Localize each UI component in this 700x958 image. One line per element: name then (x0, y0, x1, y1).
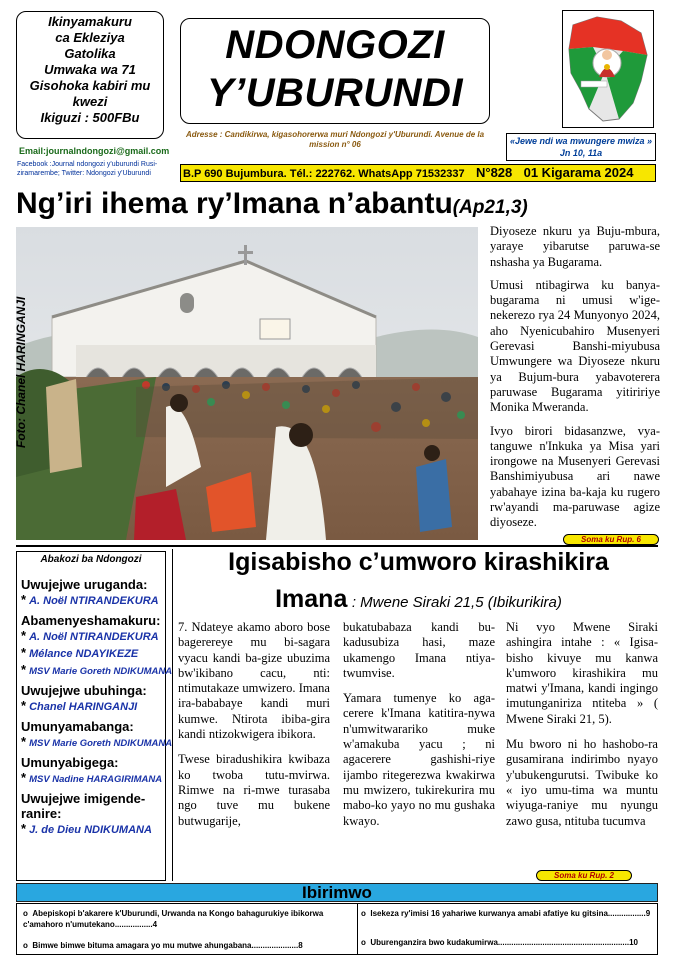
publisher-line: kwezi (72, 94, 108, 109)
staff-role: Uwujejwe imigende-ranire: (21, 791, 146, 821)
publisher-line: Umwaka wa 71 (44, 62, 136, 77)
staff-name: * MSV Marie Goreth NDIKUMANA (21, 662, 173, 677)
table-of-contents (16, 903, 658, 955)
paragraph: bukatubabaza kandi bu-kadusubiza hasi, maze ukamengo Imana ntiya-twumvise. (343, 620, 495, 680)
paragraph: Diyoseze nkuru ya Buju-mbura, yaraye yibarutse paruwa-se nshasha ya Bugarama. (490, 224, 660, 269)
issue-date: 01 Kigarama 2024 (523, 165, 634, 180)
masthead (180, 18, 490, 124)
staff-role: Umunyamabanga: (21, 719, 134, 734)
masthead-line1: NDONGOZI (225, 23, 445, 67)
continue-link-page-6[interactable]: Soma ku Rup. 6 (563, 534, 659, 545)
motto-text: «Jewe ndi wa mwungere mwiza » (509, 136, 653, 146)
second-headline-ref: : Mwene Siraki 21,5 (Ibikurikira) (351, 594, 562, 611)
paragraph: Yamara tumenye ko aga-cerere k'Imana katitira-nywa n'umwitwarariko muke w'amakuba yacu ; ni agacerere gashishi-riye ijambo ritegerezwa kwakirwa mu mwizero, tukirekurira mu mabo-ko yayo no mu gushaka kwayo. (343, 691, 495, 828)
staff-name: * Mélance NDAYIKEZE (21, 645, 139, 660)
lead-headline (16, 186, 528, 226)
masthead-line2: Y’UBURUNDI (206, 71, 464, 115)
staff-box (16, 551, 173, 881)
staff-role: Uwujejwe uruganda: (21, 577, 148, 592)
paragraph: 7. Ndateye akamo aboro bose bagerereye mu bi-sagara vyacu kandi ba-gize ubuzima bw'ikibano cacu, nti: ntimutakaze umwizero. Imana ira-bababaye kandi muri kumwe. Ntirota ibiba-gira kandi ntizokwigera ibikora. (178, 620, 330, 742)
article2-column-2 (343, 620, 495, 839)
staff-name: * A. Noël NTIRANDEKURA (21, 592, 159, 607)
social-links[interactable]: Facebook :Journal ndongozi y'uburundi Rusi-ziramarembe; Twitter: Ndongozi y'Uburundi (17, 161, 158, 177)
staff-name: * A. Noël NTIRANDEKURA (21, 628, 159, 643)
publisher-line: Ikinyamakuru (48, 14, 132, 29)
toc-entry[interactable]: o Uburenganzira bwo kudakumirwa...........................................................10 (361, 938, 638, 947)
toc-title: Ibirimwo (16, 883, 658, 902)
email-link[interactable]: Email:journalndongozi@gmail.com (19, 146, 170, 156)
toc-divider (357, 904, 358, 954)
publisher-price: Ikiguzi : 500FBu (40, 110, 140, 125)
paragraph: Ni vyo Mwene Siraki ashingira intahe : « Igisa-bisho kivuye mu kanwa k'umworo kirashikira mu matwi y'Imana, kandi ingingo imutunganiriza ntiteba » ( Mwene Siraki 21, 5). (506, 620, 658, 726)
contact-info: B.P 690 Bujumbura. Tél.: 222762. WhatsApp 71532337 (183, 168, 465, 180)
column-divider (172, 549, 173, 881)
staff-role: Umunyabigega: (21, 755, 119, 770)
church-photo (16, 227, 478, 540)
staff-role: Uwujejwe ubuhinga: (21, 683, 147, 698)
staff-name: * Chanel HARINGANJI (21, 698, 138, 713)
issue-number: N°828 (475, 165, 513, 180)
paragraph: Twese biradushikira kwibaza ko twoba tutu-mvirwa. Rimwe na ri-mwe turasaba ngo tuve mu bukene butwugarije, (178, 752, 330, 828)
second-headline-word: Imana (275, 585, 348, 613)
staff-name: * MSV Nadine HARAGIRIMANA (21, 770, 163, 785)
paragraph: Ivyo birori bidasanzwe, vya-tanguwe n'Inkuka ya Misa yari irongowe na Musenyeri Gerevasi Banshimiyubusa ari nawe yabahaye izina ba-kaja ku rugero rw'ayandi ma-paruwase agize diyoseze. (490, 423, 660, 530)
publisher-line: Gatolika (64, 46, 116, 61)
address: Adresse : Candikirwa, kigasohorerwa muri Ndongozi y'Uburundi. Avenue de la mission n° 06 (185, 130, 485, 149)
second-headline: Igisabisho c’umworo kirashikira (228, 548, 609, 576)
paragraph: Mu bworo ni ho hashobo-ra gusamirana indirimbo nyayo y'ubukengurutsi. Twibuke ko « iyo umu-tima wa muntu wiyuga-raniye mu nyungu zawo gusa, ntituba tucumva (506, 737, 658, 828)
svg-text:Foto: Chanel HARINGANJI: Foto: Chanel HARINGANJI (14, 296, 28, 448)
burundi-map-logo-icon (563, 11, 652, 126)
publisher-line: Gisohoka kabiri mu (29, 78, 151, 93)
toc-entry[interactable]: o Bimwe bimwe bituma amagara yo mu mutwe ahungabana.....................8 (23, 941, 303, 950)
motto-box (506, 133, 656, 161)
toc-entry[interactable]: o Abepiskopi b'akarere k'Uburundi, Urwanda na Kongo bahagurukiye ibikorwa c'amahoro n'umutekano.................4 (23, 909, 324, 929)
photo-credit-vertical (13, 230, 29, 450)
publisher-line: ca Ekleziya (55, 30, 125, 45)
issue-info-bar (180, 164, 656, 182)
staff-name: * MSV Marie Goreth NDIKUMANA (21, 734, 173, 749)
lead-headline-ref: (Ap21,3) (452, 197, 528, 218)
article2-column-3 (506, 620, 658, 839)
article2-column-1 (178, 620, 330, 839)
photo-credit (13, 230, 29, 450)
paragraph: Umusi ntibagirwa ku banya-bugarama ni umusi w'ige-nekerezo rya 24 Munyonyo 2024, aho Nyenicubahiro Musenyeri Gerevasi Banshi-miyubusa Umwungere wa Diyoseze nkuru ya Bujum-bura yabavoterera paruwase Bugarama yitiririye Monika Mweranda. (490, 277, 660, 415)
staff-role: Abamenyeshamakuru: (21, 613, 161, 628)
continue-link-page-2[interactable]: Soma ku Rup. 2 (536, 870, 632, 881)
diocese-logo (562, 10, 654, 128)
staff-title: Abakozi ba Ndongozi (40, 554, 142, 565)
lead-article-text (490, 224, 660, 539)
lead-headline-text: Ng’iri ihema ry’Imana n’abantu (16, 187, 453, 220)
church-crowd-image-icon (16, 227, 478, 540)
second-headline-line2 (176, 584, 661, 618)
staff-name: * J. de Dieu NDIKUMANA (21, 821, 152, 836)
publisher-box (16, 11, 164, 139)
toc-entry[interactable]: o Isekeza ry'imisi 16 yahariwe kurwanya amabi afatiye ku gitsina.................9 (361, 909, 651, 918)
motto-ref: Jn 10, 11a (559, 148, 603, 158)
